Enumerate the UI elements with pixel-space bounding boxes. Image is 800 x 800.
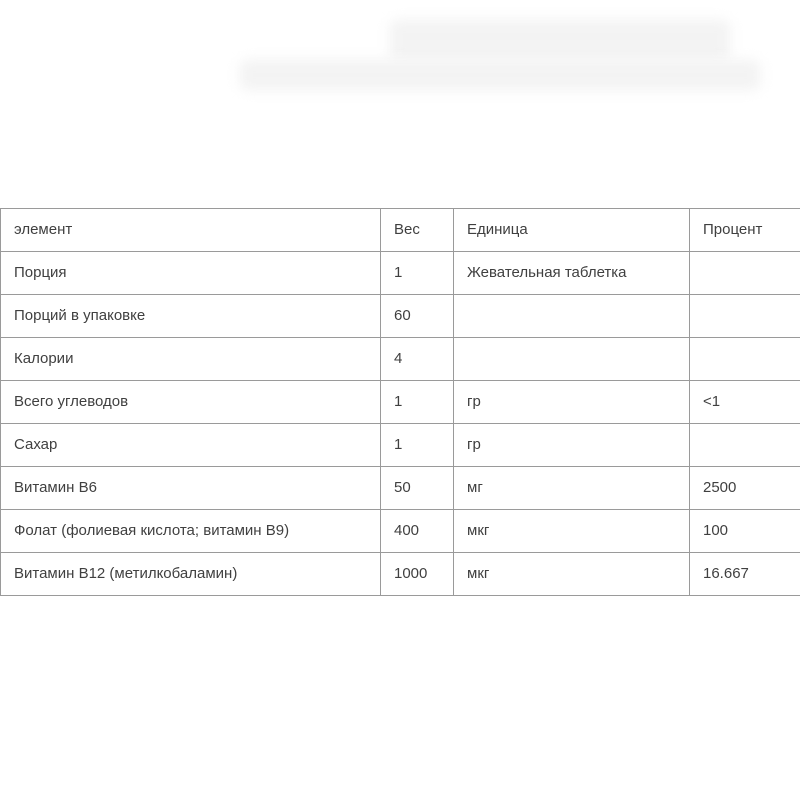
header-weight: Вес [381,209,454,252]
cell-weight: 4 [381,338,454,381]
cell-percent [690,252,800,295]
cell-element: Порция [1,252,381,295]
cell-percent: 16.667 [690,553,800,596]
table-header-row [1,209,800,252]
cell-element: Витамин В12 (метилкобаламин) [1,553,381,596]
cell-element: Калории [1,338,381,381]
cell-weight: 50 [381,467,454,510]
cell-unit: мг [454,467,690,510]
cell-unit [454,295,690,338]
table-row [1,424,800,467]
header-unit: Единица [454,209,690,252]
nutrition-table-container [0,208,800,596]
cell-unit: мкг [454,553,690,596]
cell-weight: 1 [381,252,454,295]
cell-weight: 400 [381,510,454,553]
cell-unit: Жевательная таблетка [454,252,690,295]
background-smudge [240,60,760,90]
background-smudge [390,20,730,60]
cell-percent [690,424,800,467]
table-row [1,338,800,381]
cell-unit: гр [454,381,690,424]
cell-weight: 1 [381,381,454,424]
table-row [1,252,800,295]
cell-element: Сахар [1,424,381,467]
cell-percent: 100 [690,510,800,553]
cell-percent: 2500 [690,467,800,510]
cell-unit [454,338,690,381]
cell-element: Всего углеводов [1,381,381,424]
cell-element: Порций в упаковке [1,295,381,338]
cell-percent: <1 [690,381,800,424]
cell-weight: 60 [381,295,454,338]
cell-percent [690,338,800,381]
cell-weight: 1 [381,424,454,467]
table-row [1,510,800,553]
table-row [1,467,800,510]
cell-percent [690,295,800,338]
table-row [1,553,800,596]
table-row [1,295,800,338]
cell-unit: гр [454,424,690,467]
cell-element: Витамин В6 [1,467,381,510]
cell-element: Фолат (фолиевая кислота; витамин В9) [1,510,381,553]
cell-unit: мкг [454,510,690,553]
table-row [1,381,800,424]
cell-weight: 1000 [381,553,454,596]
header-percent: Процент [690,209,800,252]
header-element: элемент [1,209,381,252]
nutrition-table [0,208,800,596]
